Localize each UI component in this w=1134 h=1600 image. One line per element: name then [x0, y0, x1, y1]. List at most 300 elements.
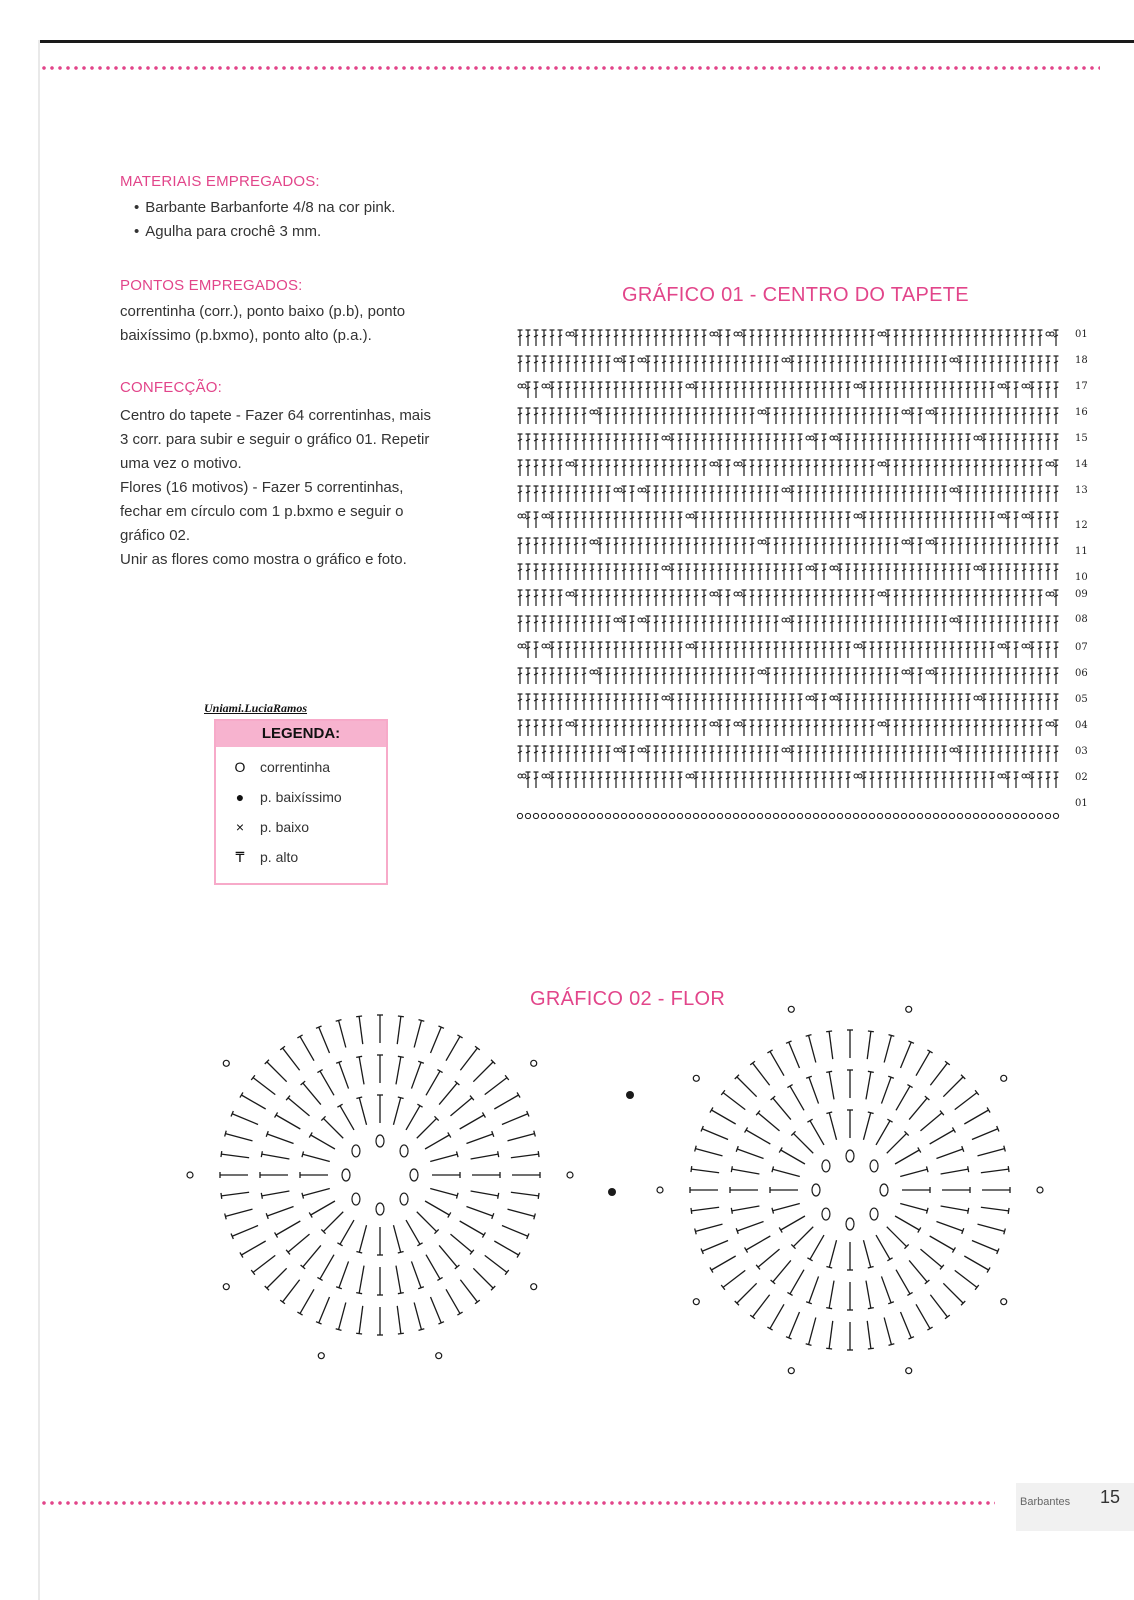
- stitch-symbol: [774, 564, 779, 580]
- stitch-symbol: [916, 1051, 930, 1075]
- stitch-symbol: [638, 408, 643, 424]
- stitches-line: correntinha (corr.), ponto baixo (p.b), ponto: [120, 303, 406, 320]
- row-label: 05: [1075, 694, 1088, 705]
- stitch-symbol: [670, 772, 675, 788]
- stitch-symbol: [320, 1071, 334, 1095]
- stitch-symbol: [982, 512, 987, 528]
- stitch-symbol: [934, 668, 939, 684]
- stitch-symbol: [830, 460, 835, 476]
- stitch-symbol: [359, 1266, 364, 1294]
- chain-symbol: [318, 1353, 324, 1359]
- stitch-symbol: [997, 813, 1002, 818]
- stitch-symbol: [958, 564, 963, 580]
- row-label: 06: [1075, 668, 1088, 679]
- stitch-symbol: [494, 1241, 518, 1255]
- stitch-symbol: [826, 1308, 832, 1309]
- stitch-symbol: [934, 330, 939, 346]
- stitch-symbol: [846, 408, 851, 424]
- stitch-symbol: [1014, 590, 1019, 606]
- chain-symbol: [531, 1284, 537, 1290]
- stitch-symbol: [934, 642, 939, 658]
- stitch-symbol: [670, 434, 675, 450]
- stitch-symbol: [1014, 330, 1019, 346]
- stitch-symbol: [590, 564, 595, 580]
- instructions-line: uma vez o motivo.: [120, 455, 242, 472]
- stitch-symbol: [574, 486, 579, 502]
- stitch-symbol: [686, 564, 691, 580]
- stitch-symbol: [766, 694, 771, 710]
- stitch-symbol: [566, 772, 571, 788]
- stitch-symbol: [868, 1112, 874, 1114]
- stitch-symbol: [1006, 746, 1011, 762]
- stitch-symbol: [731, 1208, 732, 1214]
- stitch-symbol: [782, 590, 787, 606]
- stitch-symbol: [734, 694, 739, 710]
- stitch-symbol: [726, 460, 731, 476]
- stitch-symbol: [1005, 813, 1010, 818]
- stitch-symbol: [766, 590, 771, 606]
- stitch-symbol: [846, 668, 851, 684]
- chain-symbol: [531, 1060, 537, 1066]
- stitch-symbol: [902, 486, 907, 502]
- stitch-symbol: [758, 540, 766, 544]
- stitch-symbol: [793, 1133, 813, 1153]
- stitch-symbol: [558, 616, 563, 632]
- stitch-symbol: [1006, 538, 1011, 554]
- stitch-symbol: [830, 408, 835, 424]
- stitch-symbol: [450, 1098, 471, 1116]
- stitch-symbol: [534, 460, 539, 476]
- stitch-symbol: [950, 590, 955, 606]
- stitch-symbol: [518, 616, 523, 632]
- stitch-symbol: [830, 538, 835, 554]
- stitch-symbol: [566, 486, 571, 502]
- stitch-symbol: [417, 1212, 437, 1232]
- stitch-symbol: [534, 772, 539, 788]
- stitch-symbol: [646, 772, 651, 788]
- stitch-symbol: [678, 746, 683, 762]
- stitch-symbol: [934, 460, 939, 476]
- stitch-symbol: [798, 772, 803, 788]
- stitch-symbol: [900, 1169, 927, 1176]
- stitch-symbol: [774, 486, 779, 502]
- stitch-symbol: [822, 694, 827, 710]
- stitch-symbol: [974, 408, 979, 424]
- stitch-symbol: [909, 813, 914, 818]
- stitch-symbol: [958, 512, 963, 528]
- stitch-symbol: [790, 694, 795, 710]
- stitch-symbol: [614, 668, 619, 684]
- stitch-symbol: [966, 538, 971, 554]
- stitch-symbol: [868, 1308, 874, 1309]
- stitch-symbol: [982, 408, 987, 424]
- stitch-symbol: [894, 746, 899, 762]
- stitch-symbol: [670, 356, 675, 372]
- chart2-flowers: [120, 1000, 1080, 1440]
- stitch-symbol: [702, 642, 707, 658]
- stitch-symbol: [958, 538, 963, 554]
- stitch-symbol: [582, 434, 587, 450]
- stitch-symbol: [990, 434, 995, 450]
- stitch-symbol: [806, 382, 811, 398]
- stitch-symbol: [998, 774, 1006, 778]
- stitch-symbol: [694, 668, 699, 684]
- stitch-symbol: [646, 434, 651, 450]
- stitch-symbol: [710, 408, 715, 424]
- stitch-symbol: [863, 1240, 870, 1267]
- stitch-symbol: [930, 1063, 947, 1085]
- stitch-symbol: [782, 408, 787, 424]
- stitch-symbol: [1014, 746, 1019, 762]
- stitch-symbol: [558, 356, 563, 372]
- stitch-symbol: [574, 460, 579, 476]
- stitch-symbol: [942, 772, 947, 788]
- stitch-symbol: [566, 592, 574, 596]
- stitch-symbol: [966, 720, 971, 736]
- stitch-symbol: [941, 1169, 969, 1174]
- stitch-symbol: [918, 590, 923, 606]
- stitch-symbol: [886, 486, 891, 502]
- stitch-symbol: [406, 1220, 420, 1244]
- stitch-symbol: [766, 382, 771, 398]
- stitch-symbol: [283, 1280, 300, 1302]
- stitch-symbol: [758, 564, 763, 580]
- stitch-symbol: [534, 564, 539, 580]
- chain-symbol: [223, 1284, 229, 1290]
- stitch-symbol: [662, 566, 670, 570]
- stitch-symbol: [750, 590, 755, 606]
- stitch-symbol: [614, 460, 619, 476]
- stitch-symbol: [902, 772, 907, 788]
- stitch-symbol: [750, 330, 755, 346]
- stitch-symbol: [638, 488, 646, 492]
- stitch-symbol: [766, 330, 771, 346]
- stitch-symbol: [854, 356, 859, 372]
- stitch-symbol: [646, 720, 651, 736]
- stitch-symbol: [1006, 330, 1011, 346]
- stitch-symbol: [542, 384, 550, 388]
- stitch-symbol: [574, 408, 579, 424]
- stitch-symbol: [830, 720, 835, 736]
- stitch-symbol: [654, 486, 659, 502]
- stitch-symbol: [542, 644, 550, 648]
- stitch-symbol: [990, 382, 995, 398]
- stitch-symbol: [398, 1056, 404, 1057]
- stitch-symbol: [941, 813, 946, 818]
- stitch-symbol: [637, 813, 642, 818]
- stitch-symbol: [900, 1203, 927, 1210]
- stitch-symbol: [574, 642, 579, 658]
- stitch-symbol: [1054, 538, 1059, 554]
- stitch-symbol: [356, 1293, 362, 1294]
- stitch-symbol: [774, 356, 779, 372]
- stitch-symbol: [686, 694, 691, 710]
- stitch-symbol: [782, 618, 790, 622]
- stitch-symbol: [770, 1304, 784, 1328]
- stitch-symbol: [566, 564, 571, 580]
- stitch-symbol: [982, 590, 987, 606]
- stitch-symbol: [694, 642, 699, 658]
- stitch-symbol: [670, 720, 675, 736]
- stitch-symbol: [1054, 408, 1059, 424]
- stitch-symbol: [678, 434, 683, 450]
- stitch-symbol: [1006, 668, 1011, 684]
- stitch-symbol: [542, 564, 547, 580]
- stitch-symbol: [838, 746, 843, 762]
- stitch-symbol: [622, 382, 627, 398]
- stitch-symbol: [742, 408, 747, 424]
- stitch-symbol: [884, 1035, 891, 1062]
- stitch-symbol: [806, 772, 811, 788]
- stitch-symbol: [982, 616, 987, 632]
- stitch-symbol: [806, 408, 811, 424]
- stitch-symbol: [694, 772, 699, 788]
- stitch-symbol: [894, 382, 899, 398]
- stitch-symbol: [773, 1203, 800, 1210]
- stitch-symbol: [622, 642, 627, 658]
- instructions-heading: CONFECÇÃO:: [120, 379, 223, 396]
- stitch-symbol: [829, 1321, 833, 1349]
- stitch-symbol: [838, 668, 843, 684]
- stitch-symbol: [534, 434, 539, 450]
- stitch-symbol: [774, 668, 779, 684]
- stitch-symbol: [702, 434, 707, 450]
- stitch-symbol: [838, 408, 843, 424]
- stitch-symbol: [998, 408, 1003, 424]
- stitch-symbol: [806, 668, 811, 684]
- stitch-symbol: [806, 746, 811, 762]
- stitch-symbol: [646, 590, 651, 606]
- stitch-symbol: [918, 460, 923, 476]
- stitch-symbol: [336, 1329, 342, 1331]
- instructions-line: Centro do tapete - Fazer 64 correntinhas, mais: [120, 407, 431, 424]
- stitch-symbol: [662, 512, 667, 528]
- stitch-symbol: [894, 564, 899, 580]
- chain-symbol: [906, 1368, 912, 1374]
- stitch-symbol: [598, 746, 603, 762]
- stitch-symbol: [534, 330, 539, 346]
- stitch-symbol: [518, 644, 526, 648]
- stitch-symbol: [870, 642, 875, 658]
- stitch-symbol: [870, 538, 875, 554]
- stitch-symbol: [590, 382, 595, 398]
- stitch-symbol: [574, 356, 579, 372]
- row-label: 01: [1075, 798, 1088, 809]
- stitch-symbol: [958, 590, 963, 606]
- stitch-symbol: [966, 772, 971, 788]
- stitch-symbol: [678, 512, 683, 528]
- stitch-symbol: [758, 1249, 779, 1267]
- stitch-symbol: [910, 590, 915, 606]
- stitch-symbol: [902, 382, 907, 398]
- stitch-symbol: [896, 1270, 910, 1294]
- stitch-symbol: [686, 538, 691, 554]
- stitch-symbol: [622, 330, 627, 346]
- stitch-symbol: [557, 813, 562, 818]
- stitch-symbol: [742, 512, 747, 528]
- stitch-symbol: [582, 746, 587, 762]
- stitch-symbol: [742, 356, 747, 372]
- stitch-symbol: [989, 813, 994, 818]
- chain-symbol: [376, 1203, 384, 1215]
- stitch-symbol: [396, 1266, 401, 1294]
- stitch-symbol: [534, 720, 539, 736]
- stitch-symbol: [790, 1270, 804, 1294]
- stitch-symbol: [998, 590, 1003, 606]
- stitch-symbol: [758, 772, 763, 788]
- stitch-symbol: [766, 668, 771, 684]
- stitch-symbol: [809, 1077, 819, 1103]
- stitch-symbol: [645, 813, 650, 818]
- stitch-symbol: [942, 512, 947, 528]
- stitch-symbol: [1045, 813, 1050, 818]
- stitch-symbol: [862, 356, 867, 372]
- stitch-symbol: [662, 356, 667, 372]
- stitch-symbol: [630, 434, 635, 450]
- stitch-symbol: [558, 564, 563, 580]
- stitch-symbol: [406, 1106, 420, 1130]
- stitch-symbol: [1030, 642, 1035, 658]
- stitch-symbol: [533, 813, 538, 818]
- stitch-symbol: [614, 748, 622, 752]
- stitch-symbol: [638, 330, 643, 346]
- stitch-symbol: [678, 330, 683, 346]
- stitch-symbol: [622, 746, 627, 762]
- stitch-symbol: [702, 668, 707, 684]
- stitch-symbol: [473, 1268, 493, 1288]
- stitch-symbol: [734, 408, 739, 424]
- stitch-symbol: [518, 774, 526, 778]
- stitch-symbol: [726, 668, 731, 684]
- stitch-symbol: [718, 564, 723, 580]
- legend-label: p. baixo: [260, 819, 310, 835]
- stitch-symbol: [742, 720, 747, 736]
- stitch-symbol: [558, 330, 563, 346]
- stitch-symbol: [356, 1333, 362, 1334]
- stitch-symbol: [990, 408, 995, 424]
- chain-symbol: [223, 1060, 229, 1066]
- stitch-symbol: [566, 746, 571, 762]
- stitch-symbol: [925, 813, 930, 818]
- stitch-symbol: [809, 1035, 816, 1062]
- stitch-symbol: [726, 408, 731, 424]
- stitch-symbol: [1038, 356, 1043, 372]
- stitch-symbol: [854, 694, 859, 710]
- stitch-symbol: [918, 616, 923, 632]
- stitch-symbol: [902, 746, 907, 762]
- stitch-symbol: [798, 382, 803, 398]
- stitch-symbol: [790, 616, 795, 632]
- stitch-symbol: [1022, 486, 1027, 502]
- stitch-symbol: [966, 356, 971, 372]
- stitch-symbol: [797, 813, 802, 818]
- stitch-symbol: [830, 566, 838, 570]
- row-label: 15: [1075, 433, 1088, 444]
- stitch-symbol: [981, 813, 986, 818]
- stitch-symbol: [518, 330, 523, 346]
- stitch-symbol: [881, 1077, 891, 1103]
- stitch-symbol: [878, 512, 883, 528]
- stitch-symbol: [473, 1062, 493, 1082]
- stitch-symbol: [276, 1221, 300, 1235]
- stitch-symbol: [518, 564, 523, 580]
- stitch-symbol: [262, 1191, 290, 1196]
- stitch-symbol: [630, 668, 635, 684]
- stitch-symbol: [734, 564, 739, 580]
- stitch-symbol: [798, 564, 803, 580]
- stitch-symbol: [590, 694, 595, 710]
- chain-symbol: [693, 1075, 699, 1081]
- stitches-text: [120, 300, 405, 348]
- stitch-symbol: [814, 460, 819, 476]
- stitch-symbol: [542, 694, 547, 710]
- stitch-symbol: [638, 642, 643, 658]
- stitch-symbol: [718, 616, 723, 632]
- stitch-symbol: [990, 512, 995, 528]
- stitch-symbol: [718, 434, 723, 450]
- stitch-symbol: [782, 668, 787, 684]
- stitch-symbol: [614, 618, 622, 622]
- stitch-symbol: [718, 460, 723, 476]
- stitch-symbol: [670, 512, 675, 528]
- stitch-symbol: [606, 694, 611, 710]
- stitch-symbol: [1006, 434, 1011, 450]
- stitch-symbol: [411, 1062, 421, 1088]
- stitch-symbol: [695, 1149, 722, 1156]
- stitch-symbol: [974, 720, 979, 736]
- stitch-symbol: [998, 694, 1003, 710]
- stitch-symbol: [838, 642, 843, 658]
- stitch-symbol: [526, 590, 531, 606]
- stitch-symbol: [654, 668, 659, 684]
- stitch-symbol: [742, 694, 747, 710]
- stitch-symbol: [558, 486, 563, 502]
- page-edge: [38, 40, 1134, 43]
- legend-item-slip-stitch: [230, 789, 342, 805]
- stitch-symbol: [542, 356, 547, 372]
- stitch-symbol: [918, 330, 923, 346]
- stitch-symbol: [1046, 722, 1054, 726]
- stitch-symbol: [694, 746, 699, 762]
- stitch-symbol: [742, 564, 747, 580]
- stitch-symbol: [814, 408, 819, 424]
- stitch-symbol: [411, 1261, 421, 1287]
- stitch-symbol: [598, 720, 603, 736]
- stitch-symbol: [862, 642, 867, 658]
- stitch-symbol: [918, 434, 923, 450]
- stitch-symbol: [867, 1031, 871, 1059]
- stitch-symbol: [582, 564, 587, 580]
- stitch-symbol: [574, 772, 579, 788]
- stitch-symbol: [822, 720, 827, 736]
- chain-symbol: [352, 1145, 360, 1157]
- instructions-line: gráfico 02.: [120, 527, 191, 544]
- stitch-symbol: [910, 564, 915, 580]
- stitch-symbol: [534, 590, 539, 606]
- stitch-symbol: [606, 408, 611, 424]
- stitch-symbol: [734, 332, 742, 336]
- stitch-symbol: [798, 642, 803, 658]
- stitch-symbol: [878, 668, 883, 684]
- stitch-symbol: [838, 772, 843, 788]
- stitch-symbol: [1014, 408, 1019, 424]
- stitch-symbol: [582, 408, 587, 424]
- stitch-symbol: [638, 694, 643, 710]
- stitch-symbol: [460, 1280, 477, 1302]
- stitch-symbol: [1038, 694, 1043, 710]
- stitch-symbol: [550, 720, 555, 736]
- stitch-symbol: [870, 772, 875, 788]
